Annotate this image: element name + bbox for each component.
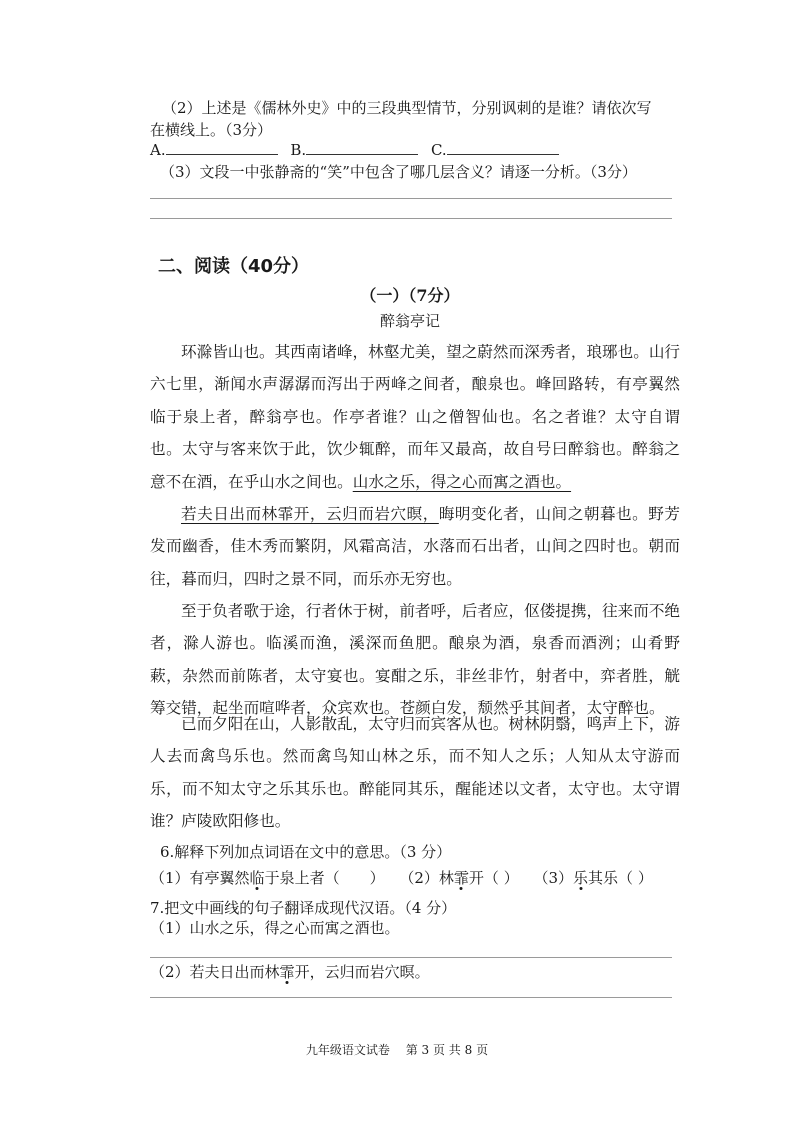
q7-stem: 7.把文中画线的句子翻译成现代汉语。（4 分） [150,899,457,917]
q7-item2-dotted-word: 霏 [279,963,295,981]
q7-item2-post: 开，云归而岩穴暝。 [294,963,430,981]
q6-item2-dotted-word: 霏 [453,869,469,887]
q7-item2 [150,962,430,982]
q6-item3-pre: （3） [533,869,574,887]
blank-c-line[interactable] [447,140,559,155]
section-heading: 二、阅读（40分） [158,256,310,277]
blank-a-label: A. [150,141,166,159]
q6-item1-post: 于泉上者（ ） [264,869,385,887]
essay-paragraph-4: 已而夕阳在山，人影散乱，太守归而宾客从也。树林阴翳，鸣声上下，游人去而禽鸟乐也。然而禽鸟知山林之乐，而不知人之乐；人知从太守游而乐，而不知太守之乐其乐也。醉能同其乐，醒能述以文者，太守也。太守谓谁？庐陵欧阳修也。 [150,715,681,831]
q1-sub2-line2: 在横线上。（3分） [150,121,273,139]
q6-stem: 6.解释下列加点词语在文中的意思。（3 分） [160,843,452,861]
essay-title: 醉翁亭记 [379,312,440,330]
q6-item1-dotted-word: 临 [249,869,265,887]
q6-item1-pre: （1）有亭翼然 [150,869,250,887]
blank-b-label: B. [290,141,307,159]
essay-p1-text: 环滁皆山也。其西南诸峰，林壑尤美，望之蔚然而深秀者，琅琊也。山行六七里，渐闻水声潺潺而泻出于两峰之间者，酿泉也。峰回路转，有亭翼然临于泉上者，醉翁亭也。作亭者谁？山之僧智仙也。名之者谁？太守自谓也。太守与客来饮于此，饮少辄醉，而年又最高，故自号曰醉翁也。醉翁之意不在酒，在乎山水之间也。 [150,343,681,491]
q6-items [150,868,653,888]
answer-line[interactable] [150,957,672,958]
essay-paragraph-2 [150,498,680,595]
answer-line[interactable] [150,218,672,219]
essay-p2-text: 晦明变化者，山间之朝暮也。野芳发而幽香，佳木秀而繁阴，风霜高洁，水落而石出者，山间之四时也。朝而往，暮而归，四时之景不同，而乐亦无穷也。 [150,505,680,588]
answer-line[interactable] [150,997,672,998]
part-label: （一）（7分） [360,286,460,305]
q7-item2-pre: （2）若夫日出而林 [150,963,280,981]
answer-line[interactable] [150,198,672,199]
q6-item3-dotted-word: 乐 [573,869,589,887]
q1-answer-blanks [150,140,559,160]
q1-sub2-line1: （2）上述是《儒林外史》中的三段典型情节，分别讽刺的是谁？请依次写 [162,99,652,117]
blank-a-line[interactable] [166,140,278,155]
blank-c-label: C. [430,141,447,159]
essay-p2-underlined: 若夫日出而林霏开，云归而岩穴暝， [181,505,439,523]
q1-sub3: （3）文段一中张静斋的“笑”中包含了哪几层含义？请逐一分析。（3分） [160,163,637,181]
essay-paragraph-1 [150,336,680,498]
essay-paragraph-3: 至于负者歌于途，行者休于树，前者呼，后者应，伛偻提携，往来而不绝者，滁人游也。临溪而渔，溪深而鱼肥。酿泉为酒，泉香而酒洌；山肴野蔌，杂然而前陈者，太守宴也。宴酣之乐，非丝非竹，射者中，弈者胜，觥筹交错，起坐而喧哗者，众宾欢也。苍颜白发，颓然乎其间者，太守醉也。 [150,602,681,718]
q6-item2-pre: （2）林 [399,869,454,887]
q6-item3-post: 其乐（ ） [588,869,653,887]
blank-b-line[interactable] [306,140,418,155]
page-footer: 九年级语文试卷 第 3 页 共 8 页 [305,1043,489,1057]
q7-item1: （1）山水之乐，得之心而寓之酒也。 [150,919,400,937]
essay-p1-underlined: 山水之乐，得之心而寓之酒也。 [352,472,572,491]
q6-item2-post: 开（ ） [468,869,519,887]
